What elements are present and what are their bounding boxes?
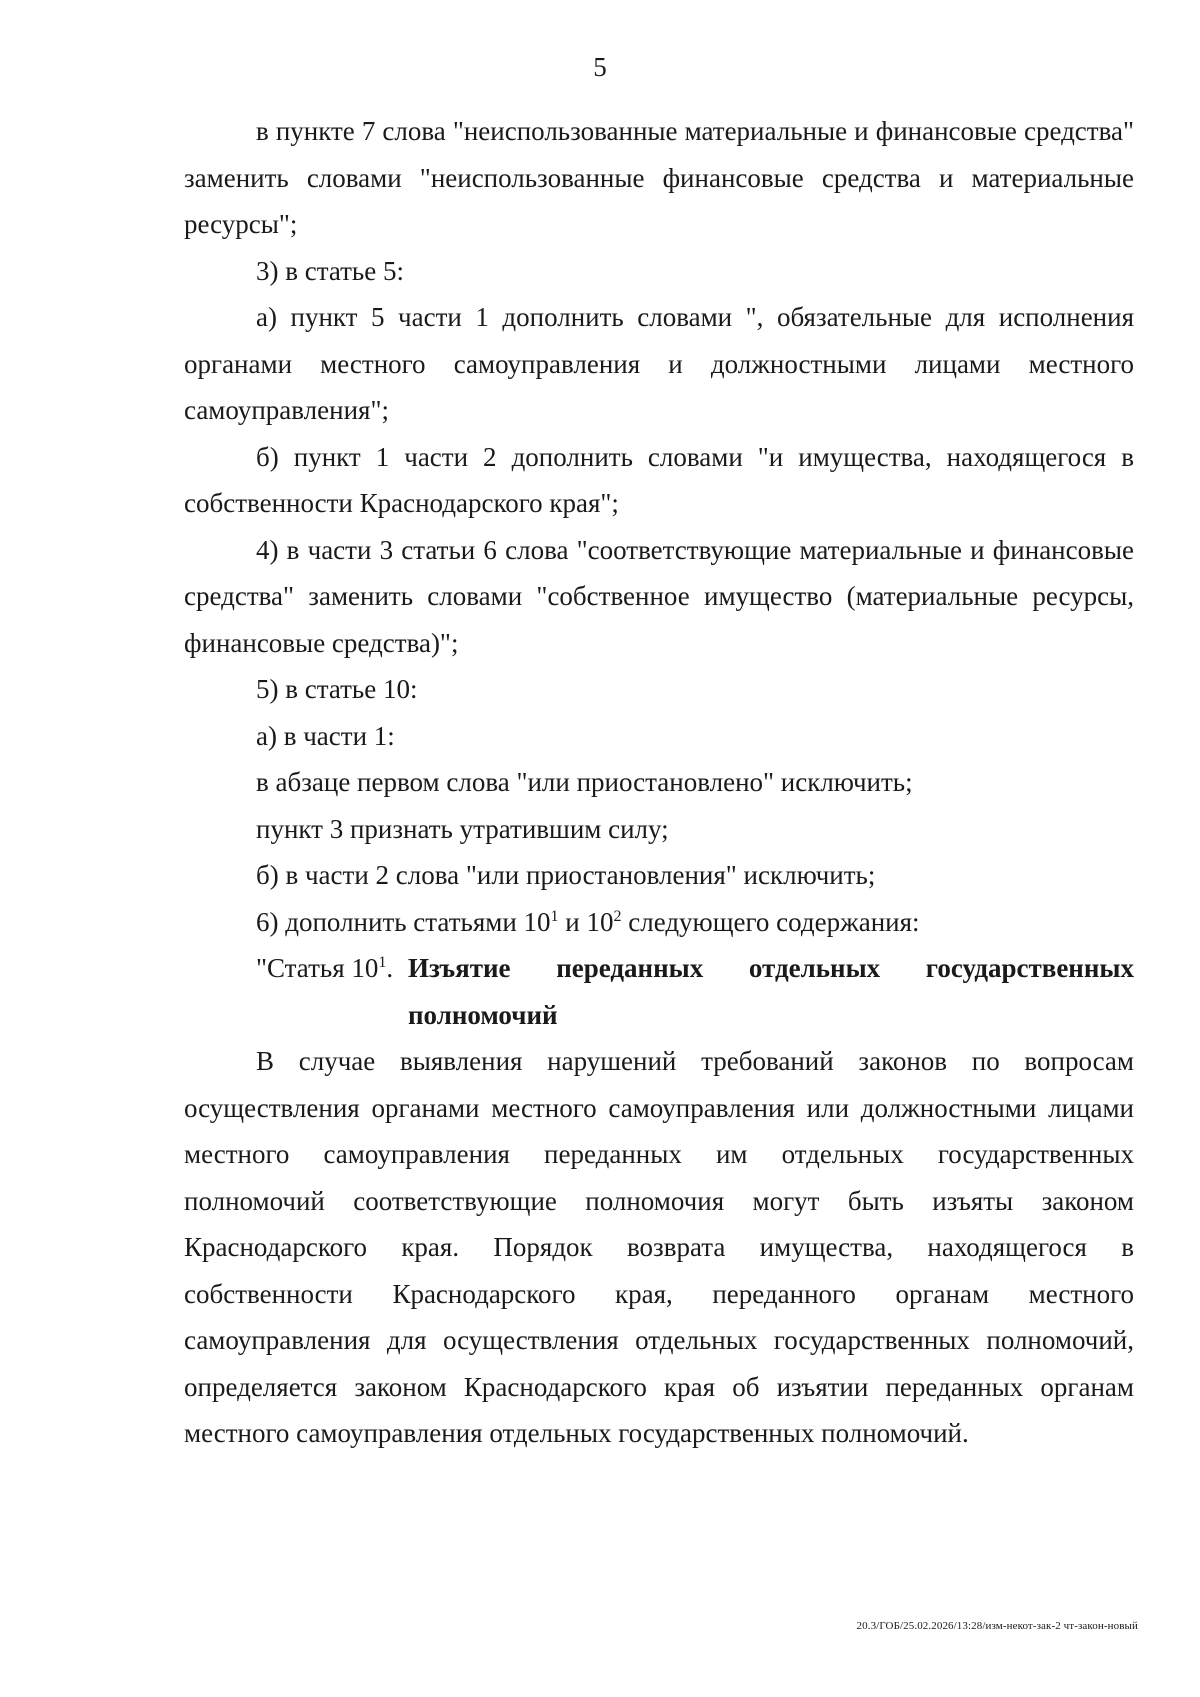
paragraph-article-6-amendment: 4) в части 3 статьи 6 слова "соответствующие материальные и финансовые средства" заменить словами "собственное имущество (материальные ресурсы, финансовые средства)"; [184, 534, 1134, 658]
add-articles-text-a: 6) дополнить статьями 10 [256, 906, 551, 937]
add-articles-text-b: и 10 [558, 906, 614, 937]
paragraph-article-5-b: б) пункт 1 части 2 дополнить словами "и имущества, находящегося в собственности Краснодарского края"; [184, 441, 1134, 518]
superscript-2: 2 [613, 907, 622, 925]
page-number: 5 [593, 52, 607, 82]
paragraph-item-7-amendment: в пункте 7 слова "неиспользованные материальные и финансовые средства" заменить словами "неиспользованные финансовые средства и материальные ресурсы"; [184, 116, 1134, 239]
article-label [184, 945, 408, 1038]
article-label-text: "Статья 10 [256, 953, 379, 983]
paragraph-article-10-heading: 5) в статье 10: [256, 674, 418, 704]
superscript-1: 1 [550, 907, 559, 925]
add-articles-text-c: следующего содержания: [621, 906, 920, 937]
article-label-superscript: 1 [378, 954, 387, 971]
article-heading [184, 945, 1134, 1038]
paragraph-article-5-a: а) пункт 5 части 1 дополнить словами ", обязательные для исполнения органами местного самоуправления и должностными лицами местного самоуправления"; [184, 302, 1134, 425]
paragraph-article-10-b: б) в части 2 слова "или приостановления" исключить; [256, 860, 876, 890]
paragraph-point-3: пункт 3 признать утратившим силу; [256, 813, 669, 844]
paragraph-article-10-a: а) в части 1: [256, 720, 395, 751]
paragraph-first-abzac: в абзаце первом слова "или приостановлено" исключить; [256, 767, 913, 797]
paragraph-article-5-heading: 3) в статье 5: [256, 255, 404, 286]
paragraph-add-articles [184, 899, 1134, 946]
article-title: Изъятие переданных отдельных государственных полномочий [408, 953, 1134, 1030]
document-footer-code: 20.3/ГОБ/25.02.2026/13:28/изм-некот-зак-2 чт-закон-новый [856, 1620, 1138, 1632]
article-label-dot: . [386, 953, 394, 983]
paragraph-article-body: В случае выявления нарушений требований законов по вопросам осуществления органами местного самоуправления или должностными лицами местного самоуправления переданных им отдельных государственных полномочий соответствующие полномочия могут быть изъяты законом Краснодарского края. Порядок возврата имущества, находящегося в собственности Краснодарского края, переданного органам местного самоуправления для осуществления отдельных государственных полномочий, определяется законом Краснодарского края об изъятии переданных органам местного самоуправления отдельных государственных полномочий. [184, 1046, 1134, 1448]
document-body [184, 108, 1134, 1457]
